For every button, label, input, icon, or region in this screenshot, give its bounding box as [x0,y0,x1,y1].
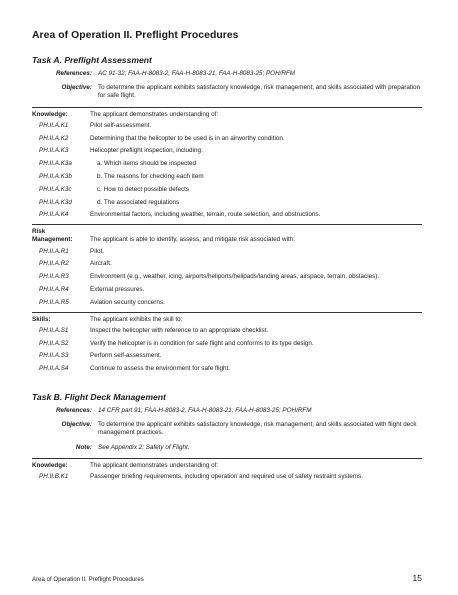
element-code: PH.II.A.R3 [39,273,69,281]
section-label [32,462,90,470]
section-header [32,228,422,244]
element-text: Environmental factors, including weather, terrain, route selection, and obstructions. [90,211,321,219]
element-code: PH.II.A.K3b [39,173,72,180]
element-item [32,199,422,207]
page-number: 15 [412,573,422,583]
element-text: Environment (e.g., weather, icing, airports/heliports/helipads/landing areas, airspace, terrain, obstacles). [90,273,380,281]
objective-row [32,84,422,100]
element-item [32,173,422,181]
element-code: PH.II.A.R4 [39,285,69,293]
element-item [32,260,422,268]
objective-row [32,421,422,437]
element-text: Determining that the helicopter to be used is in an airworthy condition. [90,134,285,142]
element-text: b. The reasons for checking each item [97,173,204,180]
references-label: References: [55,70,92,77]
element-item [32,248,422,256]
element-text: d. The associated regulations [97,198,180,206]
task-gap [32,378,422,392]
section-label-line: Knowledge: [32,461,68,469]
element-text: External pressures. [90,285,145,293]
element-item [32,365,422,373]
section-label-line: Skills: [32,315,51,323]
element-item [32,211,422,219]
element-item [32,352,422,360]
element-section [32,224,422,307]
element-text: Verify the helicopter is in condition for safe flight and conforms to its type design. [90,339,314,347]
footer-title: Area of Operation II. Preflight Procedures [32,576,144,583]
element-code: PH.II.A.K3c [39,185,72,193]
element-text: Aircraft. [90,260,112,268]
element-text: Aviation security concerns. [90,298,165,306]
objective-text: To determine the applicant exhibits satisfactory knowledge, risk management, and skills associated with flight deck management practices. [98,421,417,437]
section-label [32,316,90,324]
section-header [32,462,422,470]
element-code: PH.II.A.R5 [39,298,69,306]
element-code: PH.II.A.R1 [39,247,69,255]
section-intro: The applicant demonstrates understanding of: [90,461,219,469]
element-text: Pilot self-assessment. [90,121,152,129]
references-text: AC 91-32; FAA-H-8083-2, FAA-H-8083-21, FAA-H-8083-25; POH/RFM [98,70,296,77]
area-title: Area of Operation II. Preflight Procedures [32,30,239,41]
task-title: Task B. Flight Deck Management [32,391,166,402]
task-title: Task A. Preflight Assessment [32,55,152,65]
section-label-line: Knowledge: [32,110,68,118]
element-code: PH.II.B.K1 [39,472,69,480]
references-row [32,70,422,78]
element-item [32,473,422,481]
element-item [32,186,422,194]
element-text: Helicopter preflight inspection, including: [90,147,203,155]
task-block [32,392,422,481]
section-header [32,316,422,324]
section-intro: The applicant demonstrates understanding of: [90,110,219,118]
references-row [32,407,422,415]
element-text: Pilot. [90,247,104,255]
element-code: PH.II.A.S3 [39,352,69,360]
section-label-line: Risk [32,228,46,236]
task-block [32,55,422,373]
tasks-container [32,55,422,481]
note-label: Note: [75,443,92,451]
element-section [32,458,422,481]
note-row [32,444,422,452]
element-item [32,122,422,130]
element-item [32,273,422,281]
element-code: PH.II.A.K1 [39,121,69,129]
element-text: c. How to detect possible defects [97,185,190,193]
element-code: PH.II.A.S2 [39,339,69,347]
section-label [32,228,90,244]
section-intro: The applicant is able to identify, assess, and mitigate risk associated with: [90,236,295,244]
element-code: PH.II.A.K2 [39,134,69,142]
element-code: PH.II.A.S1 [39,326,69,334]
objective-label: Objective: [61,84,92,92]
section-intro: The applicant exhibits the skill to: [90,315,183,323]
section-label-line: Management: [32,236,73,244]
element-code: PH.II.A.K3a [39,160,72,168]
element-code: PH.II.A.K4 [39,211,69,219]
element-section [32,312,422,374]
note-text: See Appendix 2: Safety of Flight. [98,443,190,451]
objective-text: To determine the applicant exhibits satisfactory knowledge, risk management, and skills associated with preparation for safe flight. [98,84,421,100]
element-item [32,340,422,348]
element-code: PH.II.A.S4 [39,365,69,373]
element-item [32,135,422,143]
element-code: PH.II.A.K3d [39,198,72,206]
section-label [32,111,90,119]
references-label: References: [55,406,92,414]
section-header [32,111,422,119]
objective-label: Objective: [61,421,92,429]
element-section [32,107,422,220]
element-item [32,299,422,307]
element-text: a. Which items should be inspected [97,160,197,168]
page-footer [32,573,422,583]
element-item [32,160,422,168]
references-text: 14 CFR part 91; FAA-H-8083-2, FAA-H-8083-21, FAA-H-8083-25; POH/RFM [98,406,312,414]
element-item [32,286,422,294]
element-text: Passenger briefing requirements, including operation and required use of safety restraint systems. [90,472,364,480]
element-item [32,327,422,335]
element-text: Continue to assess the environment for safe flight. [90,365,231,373]
element-code: PH.II.A.K3 [39,147,69,155]
element-code: PH.II.A.R2 [39,260,69,268]
element-item [32,147,422,155]
element-text: Perform self-assessment. [90,352,162,360]
element-text: Inspect the helicopter with reference to an appropriate checklist. [90,326,269,334]
